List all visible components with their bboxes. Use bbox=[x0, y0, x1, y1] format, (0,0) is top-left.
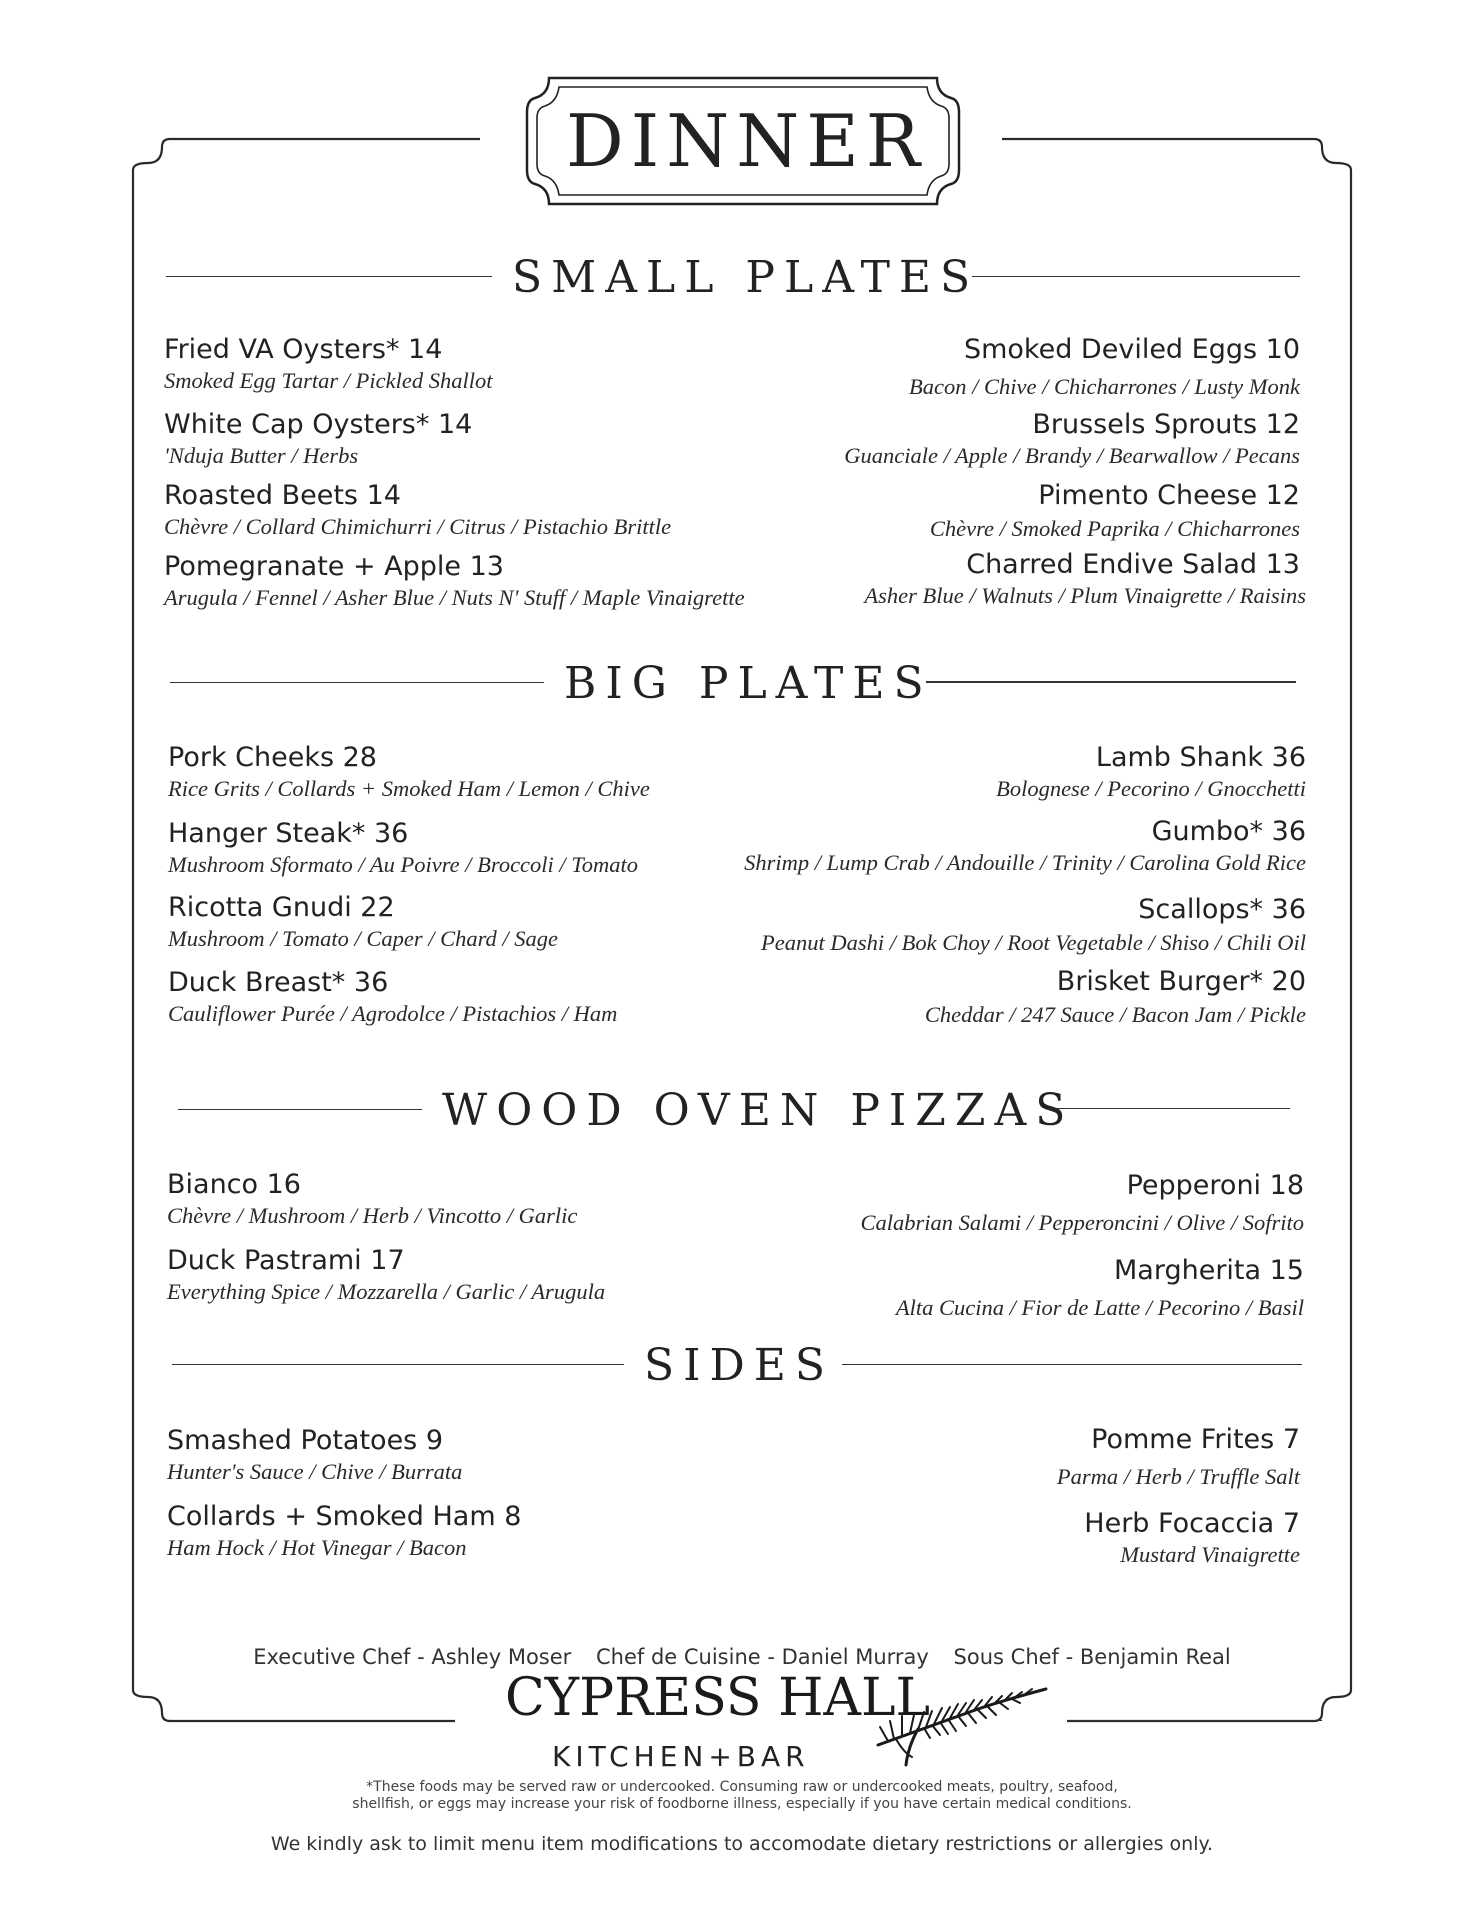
item-name: Pomegranate + Apple 13 bbox=[164, 551, 504, 582]
item-description: Smoked Egg Tartar / Pickled Shallot bbox=[164, 368, 493, 393]
item-name: Hanger Steak* 36 bbox=[168, 818, 409, 849]
menu-item bbox=[844, 408, 1300, 470]
item-description: Alta Cucina / Fior de Latte / Pecorino / Basil bbox=[895, 1295, 1304, 1320]
chef-credits bbox=[0, 1645, 1484, 1669]
sous-chef: Sous Chef - Benjamin Real bbox=[953, 1645, 1231, 1669]
menu-item bbox=[164, 333, 493, 395]
item-description: Everything Spice / Mozzarella / Garlic / Arugula bbox=[167, 1279, 606, 1304]
menu-item bbox=[996, 741, 1306, 803]
menu-item bbox=[167, 1424, 462, 1486]
item-name: Smoked Deviled Eggs 10 bbox=[963, 334, 1300, 365]
menu-item bbox=[167, 1168, 577, 1230]
menu-item bbox=[164, 408, 472, 470]
modification-note: We kindly ask to limit menu item modifications to accomodate dietary restrictions or allergies only. bbox=[270, 1833, 1214, 1855]
raw-food-disclaimer bbox=[0, 1779, 1484, 1813]
heading-rule-right bbox=[972, 276, 1300, 277]
restaurant-logo-name: CYPRESS HALL bbox=[505, 1668, 931, 1728]
heading-rule-right bbox=[842, 1364, 1302, 1365]
restaurant-logo-subtitle: KITCHEN+BAR bbox=[552, 1740, 810, 1773]
section-heading-small-plates bbox=[0, 248, 1484, 308]
item-name: Pimento Cheese 12 bbox=[1038, 480, 1300, 511]
item-description: Rice Grits / Collards + Smoked Ham / Lemon / Chive bbox=[168, 776, 650, 801]
item-name: Pomme Frites 7 bbox=[1091, 1424, 1300, 1455]
section-heading-pizzas bbox=[0, 1081, 1484, 1141]
item-name: Bianco 16 bbox=[167, 1169, 301, 1200]
section-heading-sides bbox=[0, 1336, 1484, 1396]
item-description: Chèvre / Collard Chimichurri / Citrus / Pistachio Brittle bbox=[164, 514, 672, 539]
menu-item bbox=[744, 815, 1306, 877]
executive-chef: Executive Chef - Ashley Moser bbox=[253, 1645, 572, 1669]
item-description: Bolognese / Pecorino / Gnocchetti bbox=[996, 776, 1306, 801]
item-description: Arugula / Fennel / Asher Blue / Nuts N' Stuff / Maple Vinaigrette bbox=[164, 585, 745, 610]
menu-item bbox=[164, 550, 745, 612]
item-name: Brisket Burger* 20 bbox=[1056, 966, 1306, 997]
menu-item bbox=[864, 548, 1306, 610]
menu-item bbox=[909, 333, 1300, 401]
item-name: Gumbo* 36 bbox=[1151, 816, 1306, 847]
item-description: Peanut Dashi / Bok Choy / Root Vegetable / Shiso / Chili Oil bbox=[761, 930, 1306, 955]
item-description: 'Nduja Butter / Herbs bbox=[164, 443, 359, 468]
item-name: Collards + Smoked Ham 8 bbox=[167, 1501, 522, 1532]
heading-rule-right bbox=[926, 681, 1296, 683]
item-description: Shrimp / Lump Crab / Andouille / Trinity / Carolina Gold Rice bbox=[744, 850, 1306, 875]
menu-item bbox=[168, 891, 558, 953]
section-title: SMALL PLATES bbox=[512, 252, 980, 303]
menu-item bbox=[168, 966, 617, 1028]
menu-title: DINNER bbox=[566, 99, 927, 183]
cypress-branch-icon bbox=[868, 1667, 1048, 1767]
item-name: Herb Focaccia 7 bbox=[1084, 1508, 1300, 1539]
menu-item bbox=[930, 479, 1300, 543]
menu-item bbox=[164, 479, 671, 541]
item-name: Lamb Shank 36 bbox=[1095, 742, 1306, 773]
item-name: Charred Endive Salad 13 bbox=[966, 549, 1300, 580]
item-name: Margherita 15 bbox=[1113, 1255, 1304, 1286]
menu-item bbox=[167, 1244, 605, 1306]
item-name: Duck Pastrami 17 bbox=[167, 1245, 405, 1276]
disclaimer-line: shellfish, or eggs may increase your risk of foodborne illness, especially if you have certain medical conditions. bbox=[352, 1796, 1132, 1812]
section-heading-big-plates bbox=[0, 654, 1484, 714]
item-name: Smashed Potatoes 9 bbox=[167, 1425, 444, 1456]
item-description: Cauliflower Purée / Agrodolce / Pistachios / Ham bbox=[168, 1001, 618, 1026]
item-name: Pork Cheeks 28 bbox=[168, 742, 377, 773]
item-description: Cheddar / 247 Sauce / Bacon Jam / Pickle bbox=[924, 1002, 1306, 1027]
item-name: Brussels Sprouts 12 bbox=[1032, 409, 1300, 440]
section-title: BIG PLATES bbox=[564, 658, 933, 709]
footer-rule-right bbox=[1067, 1720, 1322, 1721]
item-description: Chèvre / Mushroom / Herb / Vincotto / Garlic bbox=[167, 1203, 578, 1228]
heading-rule-left bbox=[166, 276, 492, 277]
item-name: Scallops* 36 bbox=[1138, 894, 1306, 925]
menu-item bbox=[860, 1169, 1304, 1237]
section-title: SIDES bbox=[644, 1340, 835, 1391]
item-description: Mustard Vinaigrette bbox=[1120, 1542, 1300, 1567]
heading-rule-right bbox=[1048, 1108, 1290, 1109]
item-name: Duck Breast* 36 bbox=[168, 967, 389, 998]
heading-rule-left bbox=[178, 1109, 422, 1110]
menu-item bbox=[896, 1254, 1304, 1322]
disclaimer-line: *These foods may be served raw or undercooked. Consuming raw or undercooked meats, poultry, seafood, bbox=[366, 1779, 1118, 1795]
heading-rule-left bbox=[170, 682, 544, 683]
item-description: Bacon / Chive / Chicharrones / Lusty Monk bbox=[909, 374, 1300, 399]
section-title: WOOD OVEN PIZZAS bbox=[442, 1085, 1075, 1136]
menu-item bbox=[925, 965, 1306, 1029]
item-name: Ricotta Gnudi 22 bbox=[168, 892, 395, 923]
chef-de-cuisine: Chef de Cuisine - Daniel Murray bbox=[595, 1645, 929, 1669]
heading-rule-left bbox=[172, 1364, 624, 1365]
menu-item bbox=[761, 893, 1306, 957]
item-description: Mushroom Sformato / Au Poivre / Broccoli / Tomato bbox=[168, 852, 638, 877]
item-description: Hunter's Sauce / Chive / Burrata bbox=[167, 1459, 463, 1484]
item-description: Mushroom / Tomato / Caper / Chard / Sage bbox=[168, 926, 559, 951]
menu-item bbox=[1057, 1423, 1300, 1491]
item-description: Guanciale / Apple / Brandy / Bearwallow / Pecans bbox=[844, 443, 1300, 468]
item-description: Ham Hock / Hot Vinegar / Bacon bbox=[167, 1535, 467, 1560]
item-name: White Cap Oysters* 14 bbox=[164, 409, 473, 440]
menu-item bbox=[1084, 1507, 1300, 1569]
menu-item bbox=[167, 1500, 521, 1562]
menu-item bbox=[168, 741, 650, 803]
item-name: Fried VA Oysters* 14 bbox=[164, 334, 443, 365]
item-name: Pepperoni 18 bbox=[1126, 1170, 1304, 1201]
item-description: Asher Blue / Walnuts / Plum Vinaigrette / Raisins bbox=[864, 583, 1306, 608]
item-name: Roasted Beets 14 bbox=[164, 480, 401, 511]
menu-item bbox=[168, 817, 638, 879]
item-description: Parma / Herb / Truffle Salt bbox=[1056, 1464, 1300, 1489]
item-description: Calabrian Salami / Pepperoncini / Olive / Sofrito bbox=[860, 1210, 1304, 1235]
menu-title-box bbox=[521, 72, 965, 210]
item-description: Chèvre / Smoked Paprika / Chicharrones bbox=[929, 516, 1300, 541]
